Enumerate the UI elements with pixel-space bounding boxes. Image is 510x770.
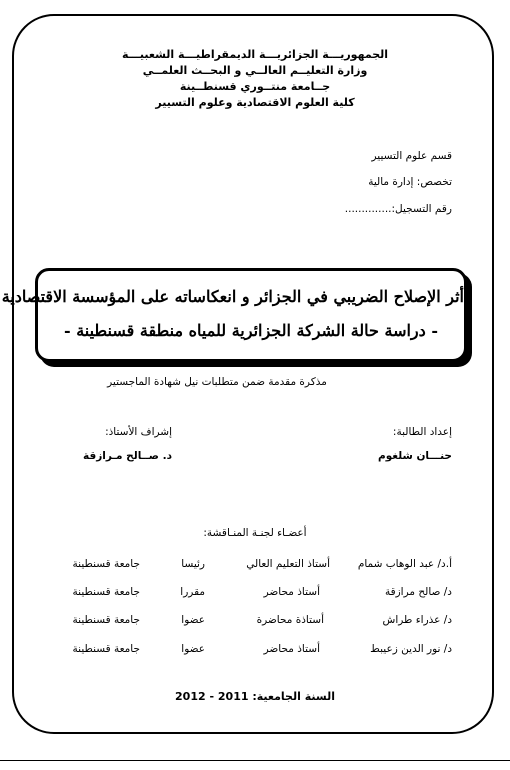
- member-role: مقررا: [180, 586, 205, 598]
- header-faculty: كلية العلوم الاقتصادية وعلوم التسيير: [155, 96, 355, 109]
- member-role: عضوا: [181, 614, 205, 626]
- thesis-title-line1: أثر الإصلاح الضريبي في الجزائر و انعكاساته على المؤسسة الاقتصادية: [1, 287, 464, 306]
- member-rank: أستاذة محاضرة: [256, 614, 324, 626]
- thesis-subtitle: مذكرة مقدمة ضمن متطلبات نيل شهادة الماجستير: [107, 376, 327, 388]
- member-university: جامعة قسنطينة: [72, 614, 140, 626]
- member-university: جامعة قسنطينة: [72, 643, 140, 655]
- header-university: جــامعة منتــوري قسنطــينة: [179, 80, 331, 93]
- bottom-divider: [0, 760, 510, 761]
- thesis-title-line2: - دراسة حالة الشركة الجزائرية للمياه منطقة قسنطينة -: [63, 321, 438, 340]
- member-rank: أستاذ محاضر: [263, 643, 320, 655]
- member-name: د/ عذراء طراش: [382, 614, 452, 626]
- specialty-label: تخصص: إدارة مالية: [368, 176, 452, 188]
- member-role: رئيسا: [181, 558, 205, 570]
- thesis-title-box: [1, 268, 467, 362]
- member-rank: أستاذ محاضر: [263, 586, 320, 598]
- member-name: د/ نور الدين زعيبط: [370, 643, 452, 655]
- academic-year: السنة الجامعية: 2011 - 2012: [175, 690, 335, 703]
- committee-heading: أعضـاء لجنـة المنـاقشة:: [203, 527, 307, 539]
- registration-number: رقم التسجيل:..............: [344, 203, 452, 215]
- member-university: جامعة قسنطينة: [72, 586, 140, 598]
- department-label: قسم علوم التسيير: [371, 150, 452, 162]
- prepared-by-label: إعداد الطالبة:: [392, 426, 452, 438]
- student-name: حنـــان شلغوم: [378, 450, 452, 462]
- member-role: عضوا: [181, 643, 205, 655]
- member-name: د/ صالح مرازقة: [384, 586, 452, 598]
- page-border: [1, 14, 494, 734]
- member-name: أ.د/ عبد الوهاب شمام: [357, 558, 452, 570]
- supervisor-name: د. صــالح مـرازقة: [83, 450, 172, 462]
- member-university: جامعة قسنطينة: [72, 558, 140, 570]
- supervisor-label: إشراف الأستاذ:: [105, 426, 172, 438]
- member-rank: أستاذ التعليم العالي: [246, 558, 330, 570]
- header-ministry: وزارة التعليــم العالــي و البحــث العلمــي: [142, 64, 368, 77]
- header-republic: الجمهوريـــة الجزائريـــة الديمقراطيـــة الشعبيـــة: [121, 48, 389, 61]
